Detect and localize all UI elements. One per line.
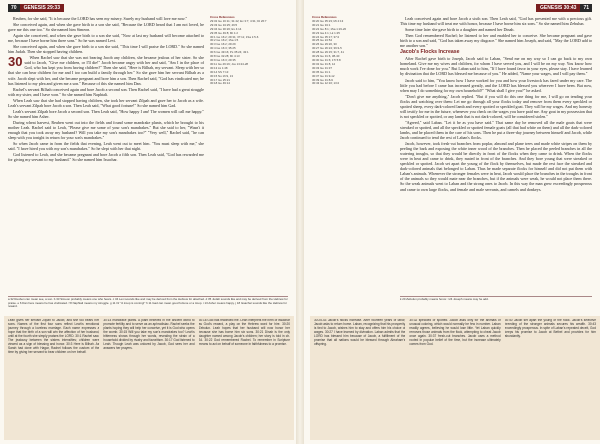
header-title: GENESIS 30:43	[536, 4, 580, 12]
cross-reference[interactable]: 30:43 Ge 12:16; 13:2	[312, 81, 340, 86]
verse-paragraph: Leah's servant Zilpah bore Jacob a second son. Then Leah said, "How happy I am! The women will call me happy." So she named him Asher.	[8, 108, 204, 119]
right-page-header	[536, 3, 592, 12]
book-gutter	[296, 0, 304, 444]
page-number: 70	[8, 4, 20, 12]
verse-paragraph: God listened to Leah, and she became pregnant and bore Jacob a fifth son. Then Leah said, "God has rewarded me for giving my servant to my husband." So she named him Issachar.	[8, 152, 204, 163]
page-number: 71	[580, 4, 592, 12]
cross-reference[interactable]: 30:22 Ge 8:1; 1Sa 1:19-20	[312, 26, 347, 31]
chapter-number: 30	[8, 54, 23, 70]
cross-reference[interactable]: 30:14 SS 7:13	[210, 69, 229, 74]
study-note-column: 30:25-43 Jacob's flocks increase. After fourteen years of labor, Jacob asks to return home. Laban, recognizing that his prosperity is tied to Jacob, wishes him to stay and offers him his choice of wages. 30:27 I have learned by divination. Laban admits that the LORD has blessed him because of Jacob, a fulfillment of the promise that all nations would be blessed through Abraham's offspring.	[314, 319, 406, 346]
verse-paragraph: Jacob said to him, "You know how I have worked for you and how your livestock has fared under my care. The little you had before I came has increased greatly, and the LORD has blessed you wherever I have been. But now, when may I do something for my own household?" "What shall I give you?" he asked.	[400, 77, 592, 93]
left-page-header	[8, 3, 64, 12]
verse-paragraph: "Don't give me anything," Jacob replied. "But if you will do this one thing for me, I will go on tending your flocks and watching over them: Let me go through all your flocks today and remove from them every speckled or spotted sheep, every dark-colored lamb and every spotted or speckled goat. They will be my wages. And my honesty will testify for me in the future, whenever you check on the wages you have paid me. Any goat in my possession that is not speckled or spotted, or any lamb that is not dark-colored, will be considered stolen."	[400, 93, 592, 119]
cross-reference[interactable]: 30:9 Ge 16:3; 29:35	[210, 57, 236, 62]
cross-reference[interactable]: 30:33 Ge 31:37	[312, 65, 332, 70]
cross-reference[interactable]: 30:39 Ge 31:8-9	[312, 77, 333, 82]
study-note-column: 30:18 God has rewarded me. Leah interprets the birth of Issachar as God's reward, a play on the Hebrew word for hire. 30:20 Zebulun. Leah hopes that her husband will now honor her because she has borne him six sons. 30:21 Dinah is the only daughter named among Jacob's children; her story is told in ch. 34. 30:22 God remembered Rachel. To remember in Scripture means to act on behalf of someone in faithfulness to a promise.	[198, 319, 290, 346]
cross-reference[interactable]: 30:24 Ge 35:17; 37:2	[312, 34, 340, 39]
footnotes: k 20 Zebulun probably means honor. l 24 Joseph means may he add.	[400, 296, 592, 314]
cross-references	[312, 16, 390, 294]
cross-reference[interactable]: 29:34 Ge 30:20; Ex 4:14	[210, 26, 242, 31]
study-note-column: 30:32 speckled or spotted. Jacob asks only for the animals of unusual coloring, which would normally be few in number. Laban readily agrees, believing he would lose little. Yet Laban quickly removes those animals from the flock, attempting to cheat Jacob once again. 30:37 fresh-cut branches. Jacob uses a method rooted in popular belief of the time, but the increase ultimately comes from God.	[409, 319, 501, 346]
right-page	[304, 0, 600, 444]
scripture-text	[400, 16, 592, 294]
study-note-column: 30:40 Jacob set apart the young of the flock. Jacob's selective breeding of the stronger animals secures his wealth. 30:43 exceedingly prosperous. In spite of Laban's repeated deceit, God keeps his promise to Jacob at Bethel and provides for him abundantly.	[504, 319, 596, 338]
cross-reference[interactable]: 30:4 Ge 16:3; 35:25	[210, 46, 236, 51]
cross-reference[interactable]: 30:11 Ge 49:19; Jos 13:24-28	[210, 61, 249, 66]
study-notes	[4, 316, 294, 440]
cross-reference[interactable]: 30:15 Nu 16:9, 13	[210, 73, 233, 78]
verse-paragraph: After Rachel gave birth to Joseph, Jacob said to Laban, "Send me on my way so I can go back to my own homeland. Give me my wives and children, for whom I have served you, and I will be on my way. You know how much work I've done for you." But Laban said to him, "If I have found favor in your eyes, please stay. I have learned by divination that the LORD has blessed me because of you." He added, "Name your wages, and I will pay them."	[400, 56, 592, 77]
cross-reference[interactable]: 30:30 Ge 31:6; 1Ti 5:8	[312, 57, 341, 62]
cross-reference[interactable]: 30:20 Ge 35:23; Mt 4:13	[312, 18, 344, 23]
cross-reference[interactable]: 30:6 Ge 49:16; Ps 35:24; 43:1	[210, 50, 249, 55]
section-heading: Jacob's Flocks Increase	[400, 49, 460, 56]
verse-paragraph: Leah conceived again and bore Jacob a sixth son. Then Leah said, "God has presented me with a precious gift. This time my husband will treat me with honor, because I have borne him six sons." So she named him Zebulun.	[400, 16, 592, 27]
cross-reference[interactable]: 30:25 Ge 24:54	[312, 38, 332, 43]
verse-paragraph: "Agreed," said Laban. "Let it be as you have said." That same day he removed all the male goats that were streaked or spotted, and all the speckled or spotted female goats (all that had white on them) and all the dark-colored lambs, and he placed them in the care of his sons. Then he put a three-day journey between himself and Jacob, while Jacob continued to tend the rest of Laban's flocks.	[400, 119, 592, 141]
study-note-column: 30:14 mandrake plants. A plant believed in the ancient world to promote fertility and to serve as an aphrodisiac. Rachel seeks the plants hoping they will help her conceive, yet it is God who opens the womb. 30:15 Will you take my son's mandrakes too? Leah's bitterness shows through her words, revealing the strain of a household divided by rivalry and favoritism. 30:17 God listened to Leah. Though Leah was unloved by Jacob, God sees her and answers her prayers.	[103, 319, 195, 350]
cross-reference[interactable]: 29:32 Ge 16:11; 31:42; Ex 3:7; 4:31; Dt 26:7	[210, 18, 267, 23]
scripture-text	[8, 16, 204, 294]
left-page	[0, 0, 296, 444]
verse-paragraph: Jacob, however, took fresh-cut branches from poplar, almond and plane trees and made white stripes on them by peeling the bark and exposing the white inner wood of the branches. Then he placed the peeled branches in all the watering troughs, so that they would be directly in front of the flocks when they came to drink. When the flocks were in heat and came to drink, they mated in front of the branches. And they bore young that were streaked or speckled or spotted. Jacob set apart the young of the flock by themselves, but made the rest face the streaked and dark-colored animals that belonged to Laban. Thus he made separate flocks for himself and did not put them with Laban's animals. Whenever the stronger females were in heat, Jacob would place the branches in the troughs in front of the animals so they would mate near the branches, but if the animals were weak, he would not place them there. So the weak animals went to Laban and the strong ones to Jacob. In this way the man grew exceedingly prosperous and came to own large flocks, and female and male servants, and camels and donkeys.	[400, 141, 592, 192]
cross-reference[interactable]: 30:23 Isa 4:1; Lk 1:25	[312, 30, 340, 35]
cross-reference[interactable]: 30:3 Ge 16:2; 29:29	[210, 42, 236, 47]
cross-references-heading: Cross References	[210, 16, 235, 19]
study-note-column: Leah gives her servant Zilpah to Jacob, and she too bears him sons. Names of the first four sons reflect Leah's emotional journey through a loveless marriage. Each name expresses a hope that the birth of a son will win the affection of her husband, until at the fourth she simply praises the LORD. 30:1 Rachel saw. The jealousy between the sisters intensifies; children were viewed as a sign of blessing and honor. 30:3 Here is Bilhah. As Sarah had done with Hagar, Rachel follows the custom of the time by giving her servant to bear children on her behalf.	[8, 319, 100, 354]
verse-paragraph: When Leah saw that she had stopped having children, she took her servant Zilpah and gave her to Jacob as a wife. Leah's servant Zilpah bore Jacob a son. Then Leah said, "What good fortune!" So she named him Gad.	[8, 97, 204, 108]
cross-reference[interactable]: 30:2 Ge 16:2; 1Sa 1:5	[210, 38, 239, 43]
study-notes	[310, 316, 600, 440]
cross-reference[interactable]: 30:21 Ge 34:1	[312, 22, 331, 27]
cross-reference[interactable]: 30:26 Ge 29:20, 30	[312, 42, 337, 47]
cross-reference[interactable]: 29:33 Ge 34:25; 49:5	[210, 22, 238, 27]
cross-reference[interactable]: 30:28 Ge 29:15; 31:7, 41	[312, 50, 344, 55]
verse-paragraph: Then God remembered Rachel; he listened to her and enabled her to conceive. She became pregnant and gave birth to a son and said, "God has taken away my disgrace." She named him Joseph, and said, "May the LORD add to me another son."	[400, 33, 592, 49]
header-title: GENESIS 29:33	[20, 4, 64, 12]
cross-references	[210, 16, 288, 294]
verse-paragraph: When Rachel saw that she was not bearing Jacob any children, she became jealous of her sister. So she said to Jacob, "Give me children, or I'll die!" Jacob became angry with her and said, "Am I in the place of God, who has kept you from having children?" Then she said, "Here is Bilhah, my servant. Sleep with her so that she can bear children for me and I too can build a family through her." So she gave him her servant Bilhah as a wife. Jacob slept with her, and she became pregnant and bore him a son. Then Rachel said, "God has vindicated me; he has listened to my plea and given me a son." Because of this she named him Dan.	[8, 55, 204, 86]
cross-reference[interactable]: 30:27 Ge 26:24; 39:3-5	[312, 46, 342, 51]
verse-paragraph: She conceived again, and when she gave birth to a son she said, "This time I will praise the LORD." So she named him Judah. Then she stopped having children.	[8, 44, 204, 55]
verse-paragraph: Again she conceived, and when she gave birth to a son she said, "Now at last my husband will become attached to me, because I have borne him three sons." So he was named Levi.	[8, 33, 204, 44]
cross-reference[interactable]: 29:35 Ge 49:8; Mt 1:2	[210, 30, 238, 35]
verse-paragraph: So when Jacob came in from the fields that evening, Leah went out to meet him. "You must sleep with me," she said. "I have hired you with my son's mandrakes." So he slept with her that night.	[8, 141, 204, 152]
cross-reference[interactable]: 30:18 Ge 49:14	[210, 81, 230, 86]
verse-paragraph: During wheat harvest, Reuben went out into the fields and found some mandrake plants, which he brought to his mother Leah. Rachel said to Leah, "Please give me some of your son's mandrakes." But she said to her, "Wasn't it enough that you took away my husband? Will you take my son's mandrakes too?" "Very well," Rachel said, "he can sleep with you tonight in return for your son's mandrakes."	[8, 119, 204, 141]
cross-references-heading: Cross References	[312, 16, 337, 19]
cross-reference[interactable]: 30:17 Ge 25:21	[210, 77, 230, 82]
footnotes: a 32 Reuben can mean see, a son. b 33 Simeon probably means one who hears. c 34 Levi sounds like and may be derived from the Hebrew for attached. d 35 Judah sounds like and may be derived from the Hebrew for praise. e 6 Dan here means he has vindicated. f 8 Naphtali means my struggle. g 11 Or "A troop is coming!" h 11 Gad can mean good fortune or a troop. i 13 Asher means happy. j 18 Issachar sounds like the Hebrew for reward.	[8, 296, 288, 314]
verse-paragraph: Rachel's servant Bilhah conceived again and bore Jacob a second son. Then Rachel said, "I have had a great struggle with my sister, and I have won." So she named him Naphtali.	[8, 86, 204, 97]
cross-reference[interactable]: 30:29 Ge 31:6, 38-40	[312, 54, 340, 59]
cross-reference[interactable]: 30:35 Ge 31:1	[312, 69, 331, 74]
cross-reference[interactable]: 30:32 Ge 31:8, 12	[312, 61, 336, 66]
cross-reference[interactable]: 30:1 Ge 16:2; 29:31; 37:11; 1Sa 1:5-6	[210, 34, 259, 39]
verse-paragraph: Some time later she gave birth to a daughter and named her Dinah.	[405, 27, 515, 33]
verse-paragraph: She conceived again, and when she gave birth to a son she said, "Because the LORD heard that I am not loved, he gave me this one too." So she named him Simeon.	[8, 22, 204, 33]
verse-paragraph: Reuben, for she said, "It is because the LORD has seen my misery. Surely my husband will love me now."	[13, 16, 188, 21]
cross-reference[interactable]: 30:13 Lk 1:48	[210, 65, 228, 70]
cross-reference[interactable]: 30:37 Ge 31:9-12	[312, 73, 335, 78]
cross-reference[interactable]: 30:8 Ge 32:28; Mt 4:13	[210, 54, 240, 59]
